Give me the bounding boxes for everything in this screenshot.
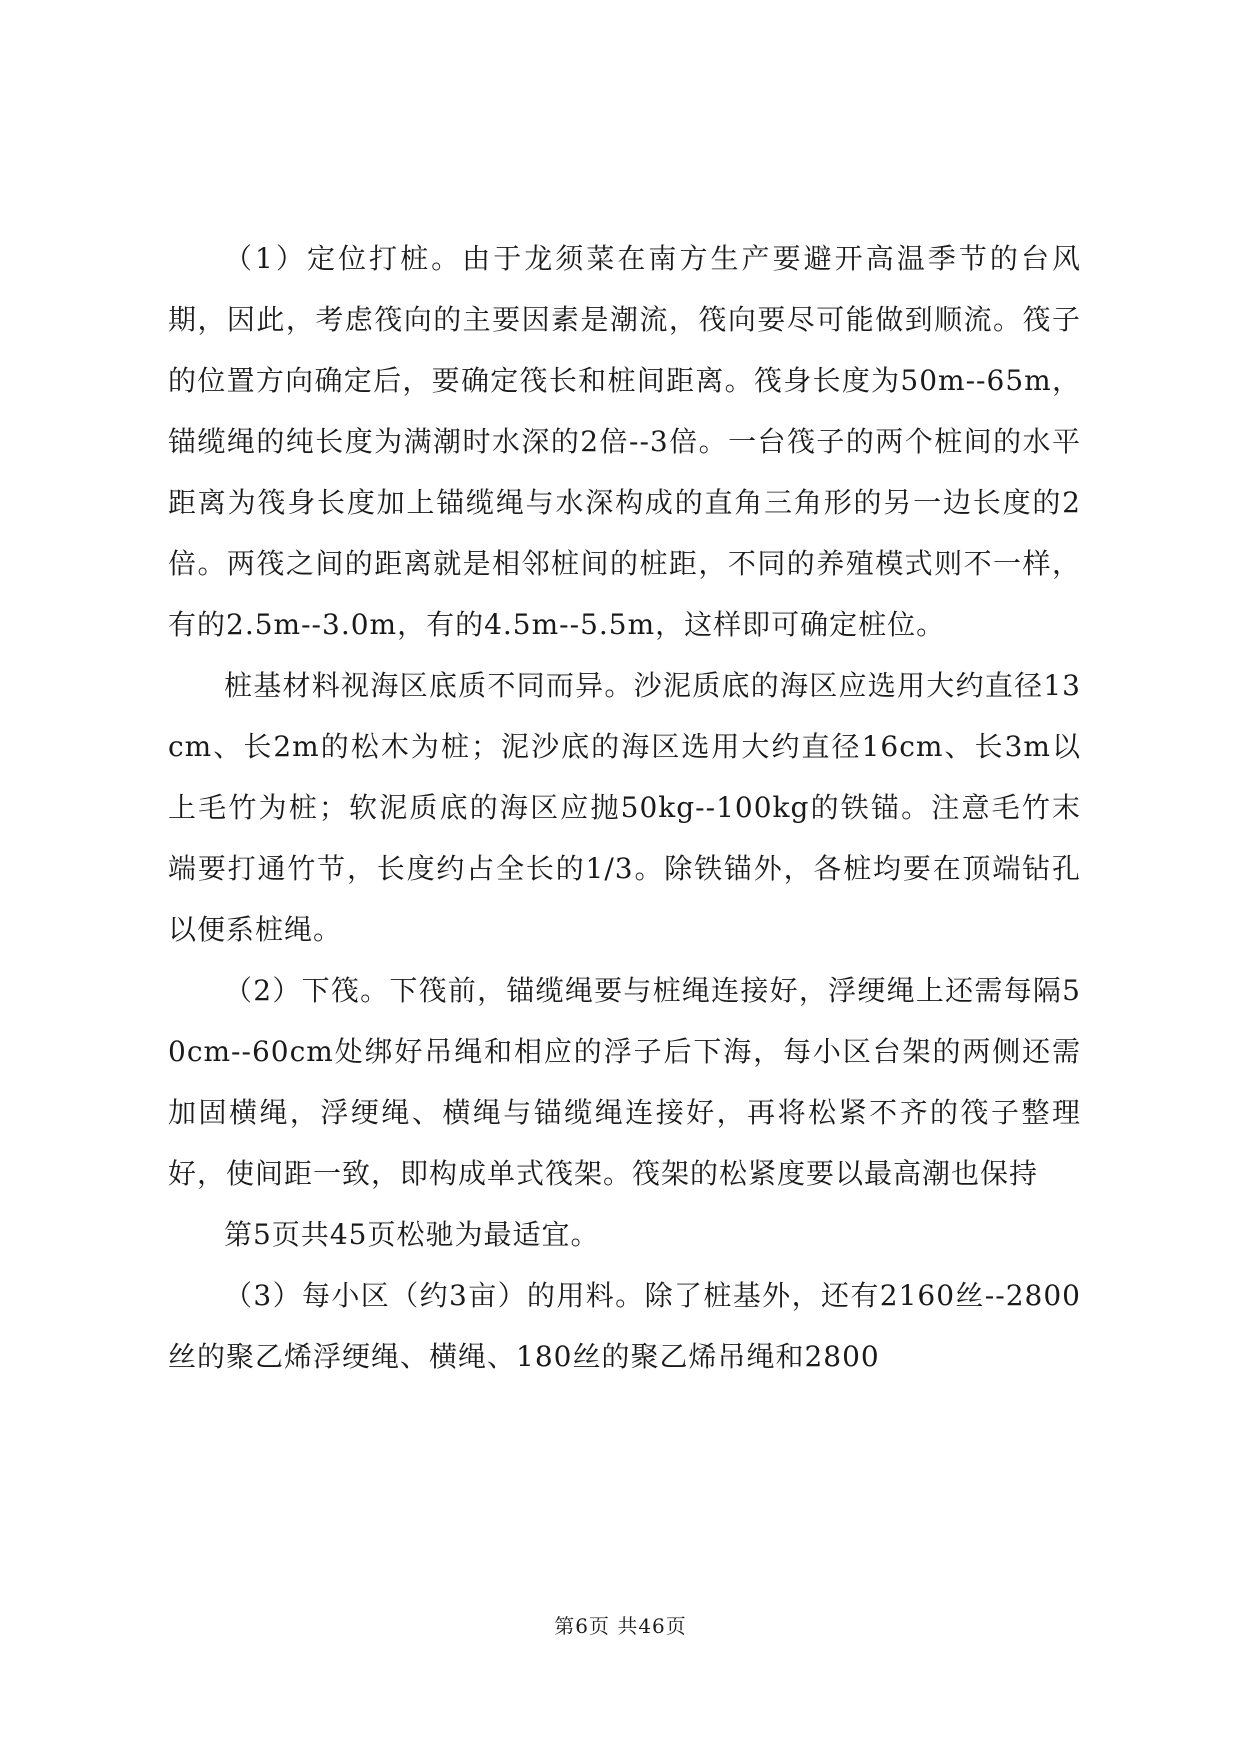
paragraph-raft-deployment: （2）下筏。下筏前，锚缆绳要与桩绳连接好，浮绠绳上还需每隔50cm--60cm处绑好吊绳和相应的浮子后下海，每小区台架的两侧还需加固横绳，浮绠绳、横绳与锚缆绳连接好，再将松紧不齐的筏子整理好，使间距一致，即构成单式筏架。筏架的松紧度要以最高潮也保持 <box>168 974 1081 1190</box>
paragraph-piling: （1）定位打桩。由于龙须菜在南方生产要避开高温季节的台风期，因此，考虑筏向的主要因素是潮流，筏向要尽可能做到顺流。筏子的位置方向确定后，要确定筏长和桩间距离。筏身长度为50m--65m，锚缆绳的纯长度为满潮时水深的2倍--3倍。一台筏子的两个桩间的水平距离为筏身长度加上锚缆绳与水深构成的直角三角形的另一边长度的2倍。两筏之间的距离就是相邻桩间的桩距，不同的养殖模式则不一样，有的2.5m--3.0m，有的4.5m--5.5m，这样即可确定桩位。 <box>168 242 1081 641</box>
paragraph-materials-per-area: （3）每小区（约3亩）的用料。除了桩基外，还有2160丝--2800丝的聚乙烯浮绠绳、横绳、180丝的聚乙烯吊绳和2800 <box>168 1279 1081 1373</box>
page-footer: 第6页 共46页 <box>554 1614 687 1638</box>
paragraph-pile-materials: 桩基材料视海区底质不同而异。沙泥质底的海区应选用大约直径13cm、长2m的松木为桩；泥沙底的海区选用大约直径16cm、长3m以上毛竹为桩；软泥质底的海区应抛50kg--100kg的铁锚。注意毛竹末端要打通竹节，长度约占全长的1/3。除铁锚外，各桩均要在顶端钻孔以便系桩绳。 <box>168 669 1081 946</box>
paragraph-page-carryover: 第5页共45页松驰为最适宜。 <box>224 1218 600 1251</box>
document-body <box>168 228 1081 1387</box>
